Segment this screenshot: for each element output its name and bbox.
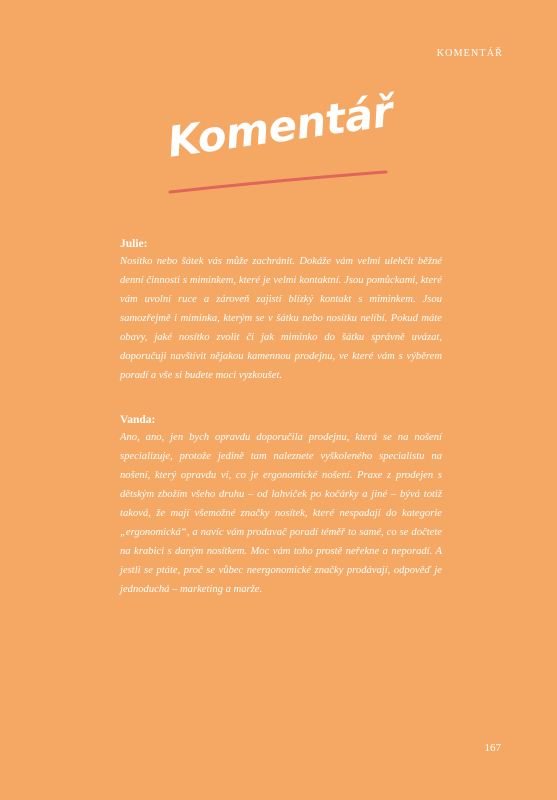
title-block — [0, 86, 557, 218]
page-title: Komentář — [164, 86, 396, 167]
running-head: KOMENTÁŘ — [436, 48, 503, 59]
page-number: 167 — [484, 742, 501, 754]
comment-text: Ano, ano, jen bych opravdu doporučila prodejnu, která se na nošení specializuje, protože jedině tam naleznete vyškoleného specialistu na nošení, který opravdu ví, co je ergonomické nošení. Praxe z prodejen s dětským zbožím všeho druhu – od lahviček po kočárky a jiné – bývá totiž taková, že mají všemožné značky nosítek, které nespadají do kategorie „ergonomická“, a navíc vám prodavač poradí téměř to samé, co se dočtete na krabici s daným nosítkem. Moc vám toho prostě neřekne a neporadí. A jestli se ptáte, proč se vůbec neergonomické značky prodávají, odpověď je jednoduchá – marketing a marže. — [120, 432, 442, 595]
comment-julie — [120, 236, 442, 385]
speaker-name: Julie: — [120, 238, 148, 250]
speaker-name: Vanda: — [120, 414, 156, 426]
comment-vanda — [120, 412, 442, 599]
comment-text: Nosítko nebo šátek vás může zachránit. Dokáže vám velmi ulehčit běžné denní činnosti s miminkem, které je velmi kontaktní. Jsou pomůckami, které vám uvolní ruce a zároveň zajistí blízký kontakt s miminkem. Jsou samozřejmě i miminka, kterým se v šátku nebo nosítku nelíbí. Pokud máte obavy, jaké nosítko zvolit či jak miminko do šátku správně uvázat, doporučuji navštívit nějakou kamennou prodejnu, ve které vám s výběrem poradí a vše si budete moci vyzkoušet. — [120, 256, 442, 381]
